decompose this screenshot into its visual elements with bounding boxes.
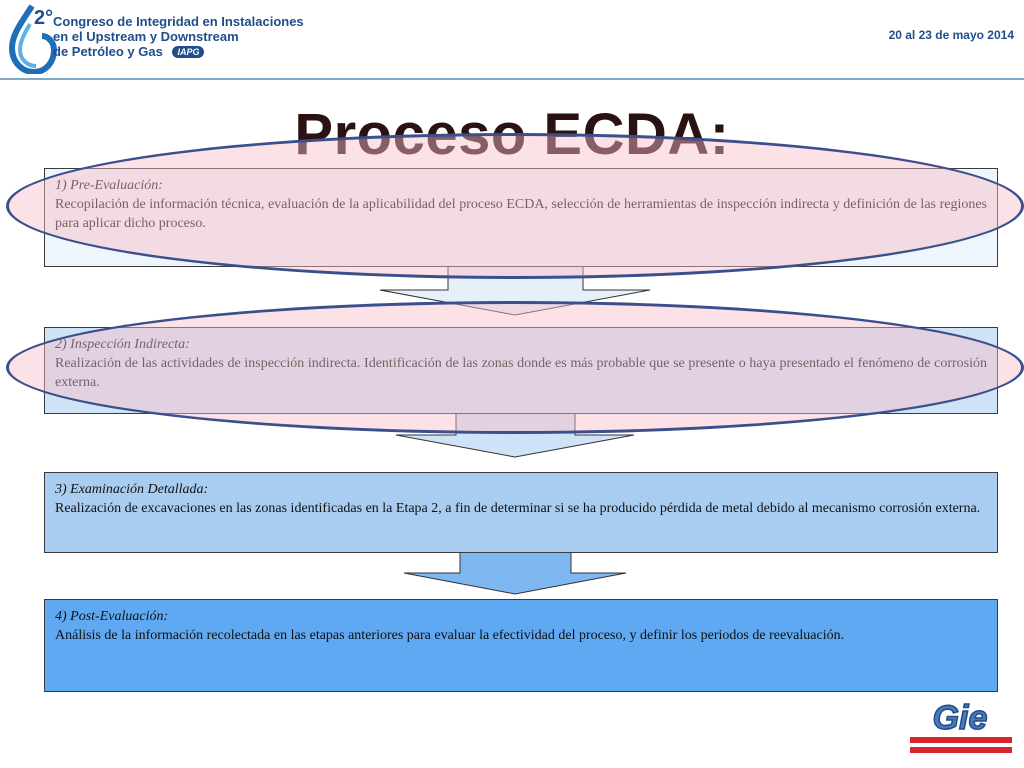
event-date: 20 al 23 de mayo 2014: [888, 28, 1014, 42]
stage-description: Recopilación de información técnica, evaluación de la aplicabilidad del proceso ECDA, selección de herramientas de inspección indirecta y definición de las regiones para aplicar dicho proceso.: [55, 197, 987, 231]
gie-stripe-top: [910, 737, 1012, 743]
congress-line-3: de Petróleo y Gas: [53, 44, 163, 59]
stage-title: 2) Inspección Indirecta:: [55, 337, 190, 352]
stage-description: Realización de las actividades de inspección indirecta. Identificación de las zonas donde es más probable que se presente o haya presentado el fenómeno de corrosión externa.: [55, 356, 987, 390]
stage-title: 4) Post-Evaluación:: [55, 609, 169, 624]
congress-line-1: Congreso de Integridad en Instalaciones: [53, 14, 304, 29]
highlight-oval-stage-1: [6, 133, 1024, 279]
highlight-oval-stage-2: [6, 301, 1024, 434]
iapg-badge: IAPG: [172, 46, 204, 58]
stage-box-detailed-examination: [44, 472, 998, 553]
slide-title: Proceso ECDA:: [294, 102, 730, 167]
stage-title: 1) Pre-Evaluación:: [55, 178, 163, 193]
stage-box-post-evaluation: [44, 599, 998, 692]
gie-logo-text: Gie: [932, 699, 988, 737]
stage-description: Análisis de la información recolectada en las etapas anteriores para evaluar la efectividad del proceso, y definir los periodos de reevaluación.: [55, 628, 845, 643]
logo-edition-number: 2°: [34, 7, 54, 29]
stage-title: 3) Examinación Detallada:: [55, 482, 209, 497]
congress-line-2: en el Upstream y Downstream: [53, 29, 239, 44]
gie-logo: [908, 697, 1014, 759]
stage-description: Realización de excavaciones en las zonas identificadas en la Etapa 2, a fin de determinar si se ha producido pérdida de metal debido al mecanismo corrosión externa.: [55, 501, 981, 516]
flow-arrow-3-4: [404, 552, 626, 594]
gie-stripe-bottom: [910, 747, 1012, 753]
